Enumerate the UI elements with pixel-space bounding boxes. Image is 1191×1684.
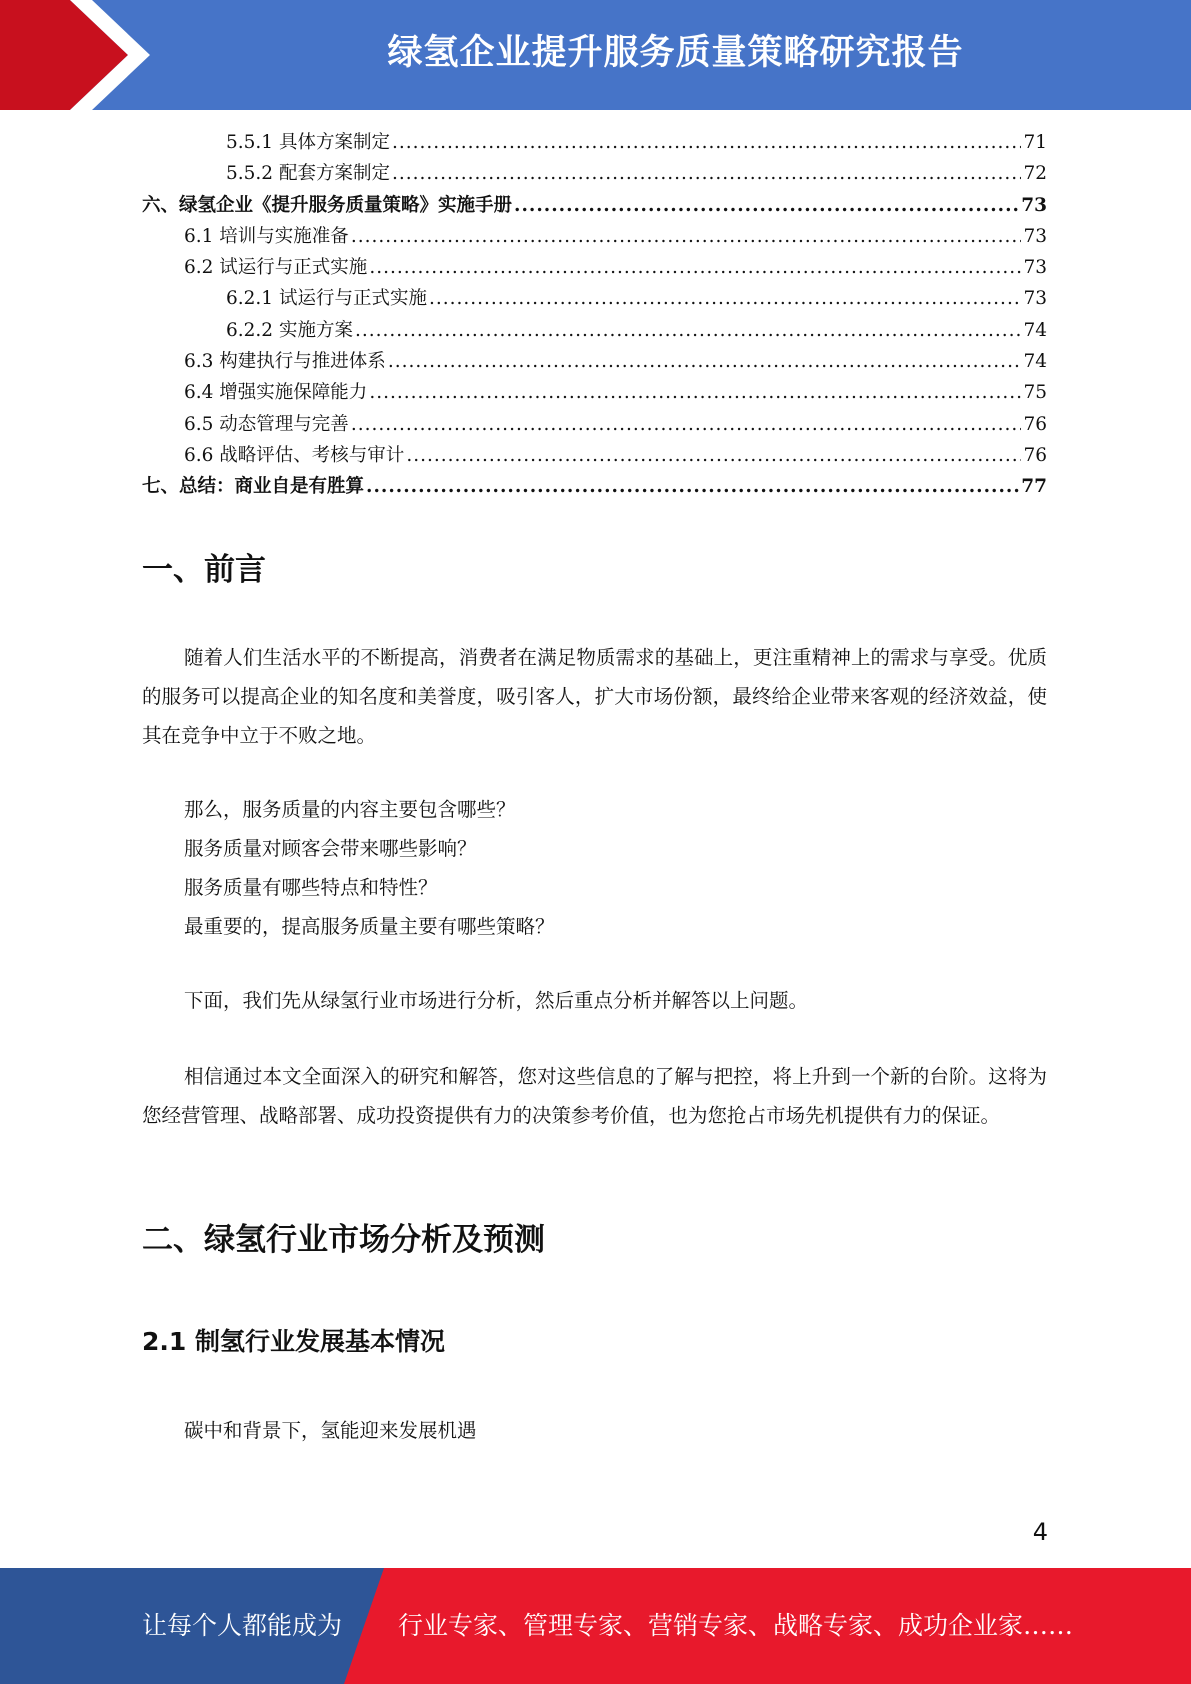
- page-footer: [0, 1568, 1191, 1684]
- toc-dot-leader: [429, 288, 1021, 309]
- preface-paragraph-3: 相信通过本文全面深入的研究和解答，您对这些信息的了解与把控，将上升到一个新的台阶。这将为您经营管理、战略部署、成功投资提供有力的决策参考价值，也为您抢占市场先机提供有力的保证。: [142, 1065, 1047, 1127]
- toc-dot-leader: [392, 132, 1021, 153]
- footer-slogan-right: 行业专家、管理专家、营销专家、战略专家、成功企业家……: [398, 1611, 1074, 1640]
- toc-entry[interactable]: [142, 410, 1047, 441]
- toc-entry-title: 6.5 动态管理与完善: [184, 413, 349, 435]
- toc-entry[interactable]: [142, 159, 1047, 190]
- section-heading-market-analysis: 二、绿氢行业市场分析及预测: [142, 1222, 545, 1258]
- toc-entry-page: 75: [1023, 382, 1047, 404]
- page-number: 4: [1032, 1518, 1048, 1546]
- preface-paragraph-2: 下面，我们先从绿氢行业市场进行分析，然后重点分析并解答以上问题。: [184, 989, 809, 1012]
- toc-entry-title: 6.2.2 实施方案: [226, 319, 353, 341]
- toc-entry-page: 73: [1021, 194, 1047, 216]
- subsection-heading-2-1: 2.1 制氢行业发展基本情况: [142, 1327, 445, 1356]
- toc-entry-title: 5.5.2 配套方案制定: [226, 163, 390, 185]
- toc-dot-leader: [514, 195, 1019, 216]
- preface-paragraph-1: 随着人们生活水平的不断提高，消费者在满足物质需求的基础上，更注重精神上的需求与享受。优质的服务可以提高企业的知名度和美誉度，吸引客人，扩大市场份额，最终给企业带来客观的经济效益，使其在竞争中立于不败之地。: [142, 646, 1047, 747]
- toc-dot-leader: [369, 257, 1021, 278]
- toc-dot-leader: [351, 414, 1022, 435]
- toc-entry-page: 74: [1023, 351, 1047, 373]
- toc-entry-title: 6.6 战略评估、考核与审计: [184, 444, 405, 466]
- toc-dot-leader: [366, 476, 1019, 497]
- footer-slogan-left: 让每个人都能成为: [142, 1611, 343, 1640]
- toc-dot-leader: [392, 163, 1021, 184]
- document-title: 绿氢企业提升服务质量策略研究报告: [387, 33, 964, 73]
- toc-dot-leader: [406, 445, 1021, 466]
- question-2: 服务质量对顾客会带来哪些影响？: [184, 837, 477, 860]
- question-1: 那么，服务质量的内容主要包含哪些？: [184, 798, 516, 821]
- toc-entry-title: 6.2 试运行与正式实施: [184, 257, 368, 279]
- section-heading-preface: 一、前言: [142, 552, 266, 588]
- page-header: [0, 0, 1191, 110]
- toc-entry[interactable]: [142, 316, 1047, 347]
- toc-entry-page: 73: [1023, 225, 1047, 247]
- header-arrow-decoration: [0, 0, 170, 110]
- toc-entry-title: 6.2.1 试运行与正式实施: [226, 288, 427, 310]
- toc-entry[interactable]: [142, 472, 1047, 503]
- toc-entry[interactable]: [142, 253, 1047, 284]
- toc-dot-leader: [351, 226, 1022, 247]
- toc-entry-page: 71: [1023, 132, 1047, 153]
- toc-entry-page: 73: [1023, 288, 1047, 310]
- toc-entry[interactable]: [142, 128, 1047, 159]
- toc-dot-leader: [355, 320, 1022, 341]
- toc-entry-title: 6.1 培训与实施准备: [184, 225, 349, 247]
- toc-entry-title: 六、绿氢企业《提升服务质量策略》实施手册: [142, 194, 513, 216]
- toc-entry-page: 74: [1023, 319, 1047, 341]
- table-of-contents: [142, 128, 1047, 504]
- toc-entry-page: 76: [1023, 444, 1047, 466]
- toc-entry-page: 72: [1023, 163, 1047, 185]
- toc-entry[interactable]: [142, 284, 1047, 315]
- question-3: 服务质量有哪些特点和特性？: [184, 876, 438, 899]
- question-4: 最重要的，提高服务质量主要有哪些策略？: [184, 915, 555, 938]
- toc-dot-leader: [388, 351, 1022, 372]
- toc-entry[interactable]: [142, 441, 1047, 472]
- toc-entry-title: 5.5.1 具体方案制定: [226, 132, 390, 153]
- toc-entry[interactable]: [142, 347, 1047, 378]
- toc-entry-title: 6.3 构建执行与推进体系: [184, 351, 386, 373]
- toc-entry[interactable]: [142, 222, 1047, 253]
- toc-dot-leader: [369, 382, 1021, 403]
- toc-entry-title: 6.4 增强实施保障能力: [184, 382, 368, 404]
- toc-entry-page: 73: [1023, 257, 1047, 279]
- toc-entry-page: 76: [1023, 413, 1047, 435]
- toc-entry[interactable]: [142, 191, 1047, 222]
- toc-entry-title: 七、总结：商业自是有胜算: [142, 476, 365, 498]
- toc-entry-page: 77: [1021, 476, 1047, 498]
- toc-entry[interactable]: [142, 378, 1047, 409]
- section2-paragraph-1: 碳中和背景下，氢能迎来发展机遇: [184, 1419, 477, 1442]
